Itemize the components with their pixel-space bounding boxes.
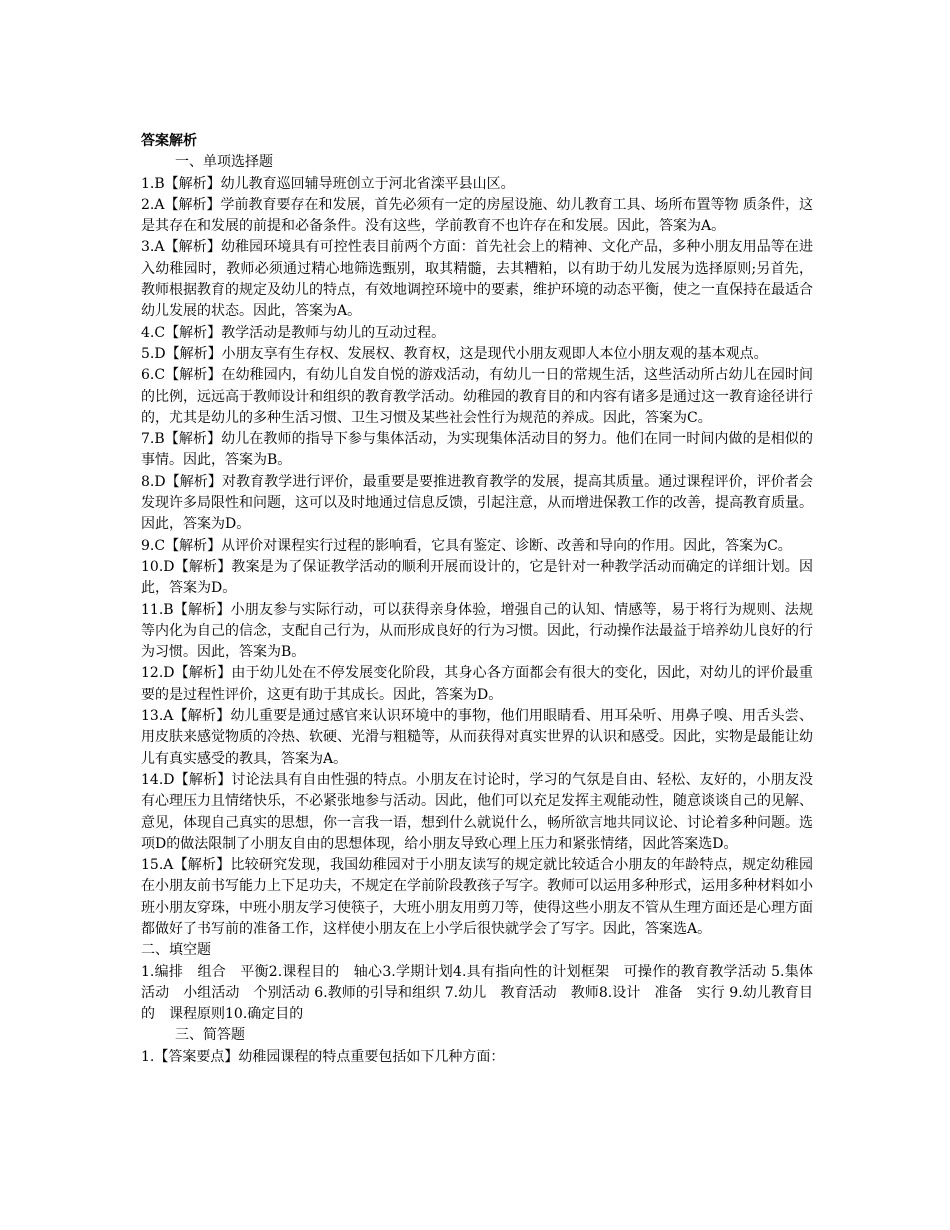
section-heading-fill-blank: 二、填空题	[141, 942, 211, 959]
short-answer-item: 1.【答案要点】幼稚园课程的特点重要包括如下几种方面：	[141, 1048, 505, 1065]
answer-item: 15.A【解析】比较研究发现，我国幼稚园对于小朋友读写的规定就比较适合小朋友的年龄特点，规定幼稚园在小朋友前书写能力上下足功夫，不规定在学前阶段教孩子写字。教师可以运用多种形式，运用多种材料如小班小朋友穿珠，中班小朋友学习使筷子，大班小朋友用剪刀等，使得这些小朋友不管从生理方面还是心理方面都做好了书写前的准备工作，这样使小朋友在上小学后很快就学会了写字。因此，答案选A。	[141, 857, 813, 937]
answer-item: 4.C【解析】教学活动是教师与幼儿的互动过程。	[141, 324, 446, 341]
answer-item: 5.D【解析】小朋友享有生存权、发展权、教育权，这是现代小朋友观即人本位小朋友观的基本观点。	[141, 345, 768, 362]
answer-item: 10.D【解析】教案是为了保证教学活动的顺利开展而设计的，它是针对一种教学活动而确定的详细计划。因此，答案为D。	[141, 558, 813, 597]
answer-item: 7.B【解析】幼儿在教师的指导下参与集体活动，为实现集体活动目的努力。他们在同一时间内做的是相似的事情。因此，答案为B。	[141, 431, 813, 469]
answer-item: 2.A【解析】学前教育要存在和发展，首先必须有一定的房屋设施、幼儿教育工具、场所布置等物 质条件，这是其存在和发展的前提和必备条件。没有这些，学前教育不也许存在和发展。因此，答案为A。	[141, 196, 813, 235]
answer-item: 3.A【解析】幼稚园环境具有可控性表目前两个方面：首先社会上的精神、文化产品，多种小朋友用品等在进入幼稚园时，教师必须通过精心地筛选甄别，取其精髓，去其糟粕，以有助于幼儿发展为选择原则;另首先，教师根据教育的规定及幼儿的特点，有效地调控环境中的要素，维护环境的动态平衡，使之一直保持在最适合幼儿发展的状态。因此，答案为A。	[141, 239, 813, 320]
answer-analysis-content	[141, 131, 813, 1068]
answer-item: 8.D【解析】对教育教学进行评价，最重要是要推进教育教学的发展，提高其质量。通过课程评价，评价者会发现许多局限性和问题，这可以及时地通过信息反馈，引起注意，从而增进保教工作的改善，提高教育质量。因此，答案为D。	[141, 473, 813, 533]
answer-item: 1.B【解析】幼儿教育巡回辅导班创立于河北省滦平县山区。	[141, 175, 515, 192]
answer-item: 11.B【解析】小朋友参与实际行动，可以获得亲身体验，增强自己的认知、情感等，易于将行为规则、法规等内化为自己的信念，支配自己行为，从而形成良好的行为习惯。因此，行动操作法最益于培养幼儿良好的行为习惯。因此，答案为B。	[141, 601, 813, 661]
fill-blank-answers: 1.编排 组合 平衡2.课程目的 轴心3.学期计划4.具有指向性的计划框架 可操作的教育教学活动 5.集体活动 小组活动 个别活动 6.教师的引导和组织 7.幼儿 教育活动 教师8.设计 准备 实行 9.幼儿教育目的 课程原则10.确定目的	[141, 963, 813, 1023]
answer-item: 9.C【解析】从评价对课程实行过程的影响看，它具有鉴定、诊断、改善和导向的作用。因此，答案为C。	[141, 537, 792, 554]
answer-item: 14.D【解析】讨论法具有自由性强的特点。小朋友在讨论时，学习的气氛是自由、轻松、友好的，小朋友没有心理压力且情绪快乐，不必紧张地参与活动。因此，他们可以充足发挥主观能动性，随意谈谈自己的见解、意见，体现自己真实的思想，你一言我一语，想到什么就说什么，畅所欲言地共同议论、讨论着多种问题。选项D的做法限制了小朋友自由的思想体现，给小朋友导致心理上压力和紧张情绪，因此答案选D。	[141, 771, 813, 852]
answer-item: 6.C【解析】在幼稚园内，有幼儿自发自悦的游戏活动，有幼儿一日的常规生活，这些活动所占幼儿在园时间的比例，远远高于教师设计和组织的教育教学活动。幼稚园的教育目的和内容有诸多是通过这一教育途径讲行的，尤其是幼儿的多种生活习惯、卫生习惯及某些社会性行为规范的养成。因此，答案为C。	[141, 367, 813, 426]
section-heading-single-choice: 一、单项选择题	[175, 154, 273, 171]
section-heading-short-answer: 三、简答题	[175, 1027, 245, 1044]
answer-item: 12.D【解析】由于幼儿处在不停发展变化阶段，其身心各方面都会有很大的变化，因此，对幼儿的评价最重要的是过程性评价，这更有助于其成长。因此，答案为D。	[141, 665, 813, 703]
page-title: 答案解析	[141, 133, 197, 149]
answer-item: 13.A【解析】幼儿重要是通过感官来认识环境中的事物，他们用眼睛看、用耳朵听、用鼻子嗅、用舌头尝、用皮肤来感觉物质的冷热、软硬、光滑与粗糙等，从而获得对真实世界的认识和感受。因此，实物是最能让幼儿有真实感受的教具，答案为A。	[141, 708, 813, 767]
